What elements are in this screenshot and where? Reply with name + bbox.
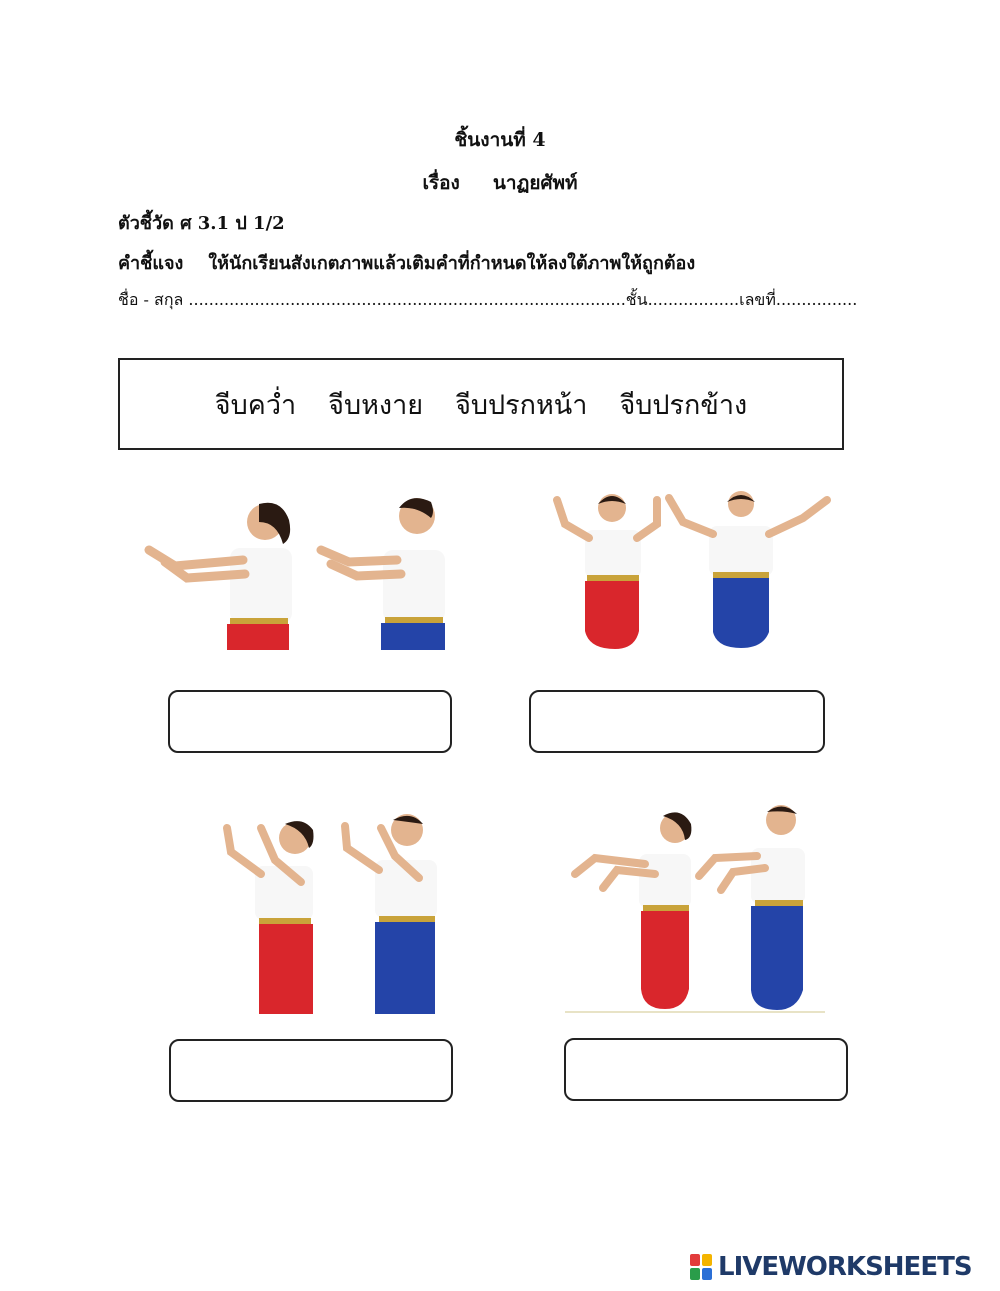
dance-photo-2: [545, 488, 845, 650]
worksheet-subject: [0, 168, 1000, 198]
dancer-blue: [669, 491, 827, 648]
answer-input-2[interactable]: [529, 690, 825, 753]
dancer-blue: [699, 805, 805, 1010]
number-dots: ................: [775, 290, 858, 309]
class-dots: ..................: [647, 290, 740, 309]
subject-value: นาฏยศัพท์: [492, 172, 578, 194]
dancer-red: [227, 821, 314, 1014]
word-bank-item: จีบคว่ำ: [214, 389, 297, 421]
dance-photo-3: [215, 808, 445, 1014]
answer-input-3[interactable]: [169, 1039, 453, 1102]
instruction: [118, 248, 695, 277]
name-label: ชื่อ - สกุล: [118, 290, 184, 309]
logo-mark-icon: [690, 1254, 712, 1280]
logo-text: LIVEWORKSHEETS: [718, 1252, 972, 1282]
word-bank: [118, 358, 844, 450]
subject-label: เรื่อง: [422, 172, 460, 194]
word-bank-item: จีบปรกข้าง: [619, 389, 748, 421]
student-info-line: [118, 288, 857, 313]
answer-input-1[interactable]: [168, 690, 452, 753]
worksheet-title: ชิ้นงานที่ 4: [454, 129, 546, 151]
instruction-label: คำชี้แจง: [118, 253, 184, 274]
dancer-red: [575, 812, 691, 1009]
word-bank-item: จีบปรกหน้า: [455, 389, 588, 421]
dance-photo-1: [135, 490, 455, 650]
liveworksheets-logo: [690, 1250, 990, 1284]
dancer-red: [149, 503, 292, 650]
dancer-blue: [345, 814, 437, 1014]
answer-input-4[interactable]: [564, 1038, 848, 1101]
number-label: เลขที่: [739, 290, 776, 309]
dancer-red: [557, 494, 657, 649]
dance-photo-4: [565, 800, 825, 1015]
name-dots: ......................................................................................: [188, 290, 626, 309]
indicator: ตัวชี้วัด ศ 3.1 ป 1/2: [118, 213, 285, 234]
dancer-blue: [321, 498, 445, 650]
word-bank-item: จีบหงาย: [328, 389, 424, 421]
instruction-text: ให้นักเรียนสังเกตภาพแล้วเติมคำที่กำหนดให้ลงใต้ภาพให้ถูกต้อง: [208, 253, 696, 274]
class-label: ชั้น: [625, 290, 648, 309]
